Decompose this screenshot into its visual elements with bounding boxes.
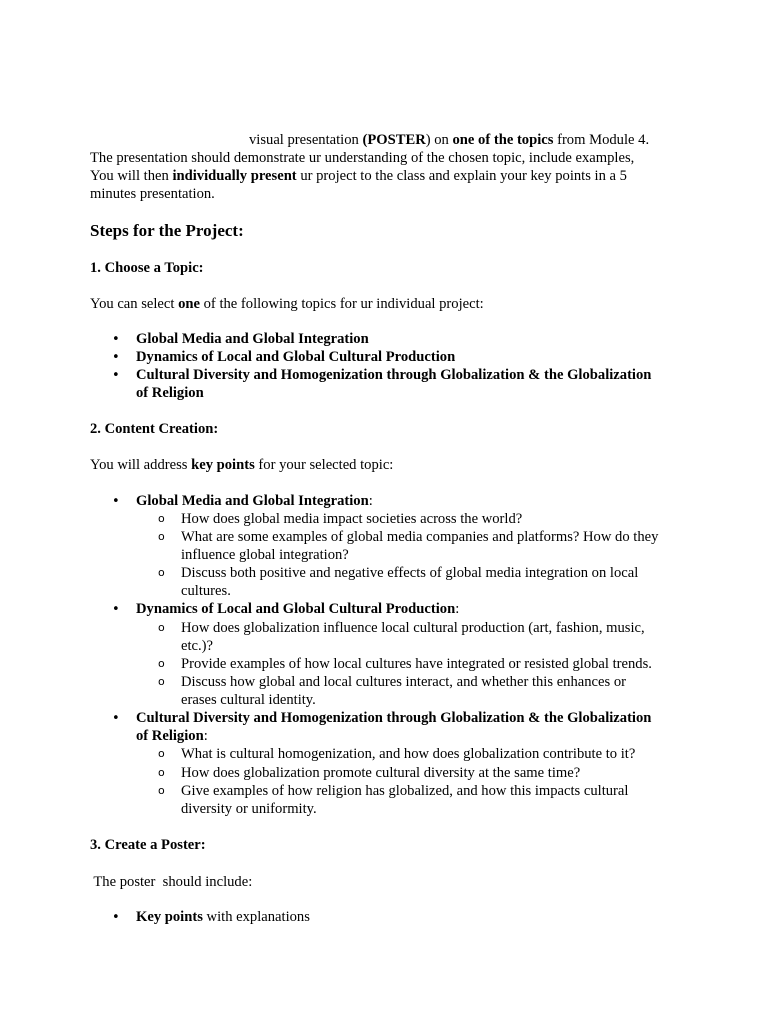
- intro-line-2: The presentation should demonstrate ur understanding of the chosen topic, include examples,: [90, 150, 635, 166]
- step3-heading: 3. Create a Poster:: [90, 837, 206, 853]
- section-title-text: Global Media and Global Integration: [136, 493, 369, 509]
- sub-point-continued: influence global integration?: [181, 547, 349, 563]
- colon: :: [368, 493, 373, 509]
- topics-emphasis: one of the topics: [452, 132, 554, 148]
- topic-item: Global Media and Global Integration: [136, 331, 369, 347]
- sub-bullet-icon: o: [158, 675, 165, 688]
- step1-heading: 1. Choose a Topic:: [90, 260, 204, 276]
- key-points-emphasis: Key points: [136, 909, 203, 925]
- sub-bullet-icon: o: [158, 512, 165, 525]
- bullet-icon: [112, 348, 122, 367]
- key-points-emphasis: key points: [191, 457, 255, 473]
- bullet-icon: [112, 366, 122, 385]
- step2-intro-text: for your selected topic:: [254, 457, 394, 473]
- topic-item: Cultural Diversity and Homogenization through Globalization & the Globalization: [136, 367, 652, 383]
- topic-item-continued: of Religion: [136, 385, 204, 401]
- one-emphasis: one: [178, 296, 200, 312]
- sub-point: What are some examples of global media companies and platforms? How do they: [181, 529, 659, 545]
- intro-text: ) on: [425, 132, 453, 148]
- intro-text: You will then: [90, 168, 173, 184]
- sub-point-continued: cultures.: [181, 583, 231, 599]
- section-title: [136, 492, 373, 510]
- sub-point-continued: diversity or uniformity.: [181, 801, 317, 817]
- step1-intro: [90, 295, 484, 313]
- section-title-text: of Religion: [136, 728, 204, 744]
- sub-bullet-icon: o: [158, 566, 165, 579]
- section-title: [136, 600, 459, 618]
- intro-text: visual presentation: [249, 132, 363, 148]
- section-title-text: Dynamics of Local and Global Cultural Production: [136, 601, 456, 617]
- step2-intro: [90, 456, 393, 474]
- sub-point: How does globalization promote cultural diversity at the same time?: [181, 765, 581, 781]
- present-emphasis: individually present: [172, 168, 297, 184]
- step2-intro-text: You will address: [90, 457, 192, 473]
- sub-point: Give examples of how religion has globalized, and how this impacts cultural: [181, 783, 629, 799]
- steps-heading: Steps for the Project:: [90, 221, 244, 240]
- step1-intro-text: You can select: [90, 296, 179, 312]
- sub-point: What is cultural homogenization, and how does globalization contribute to it?: [181, 746, 636, 762]
- intro-text: ur project to the class and explain your key points in a 5: [296, 168, 627, 184]
- sub-point-continued: erases cultural identity.: [181, 692, 316, 708]
- sub-point-continued: etc.)?: [181, 638, 213, 654]
- step3-intro: The poster should include:: [90, 874, 253, 890]
- poster-item: [136, 908, 310, 926]
- sub-bullet-icon: o: [158, 621, 165, 634]
- intro-text: from Module 4.: [553, 132, 650, 148]
- step2-heading: 2. Content Creation:: [90, 421, 219, 437]
- sub-bullet-icon: o: [158, 784, 165, 797]
- poster-item-text: with explanations: [202, 909, 310, 925]
- bullet-icon: [112, 600, 122, 619]
- sub-point: Provide examples of how local cultures have integrated or resisted global trends.: [181, 656, 652, 672]
- sub-bullet-icon: o: [158, 530, 165, 543]
- sub-point: Discuss how global and local cultures interact, and whether this enhances or: [181, 674, 626, 690]
- intro-line-3: [90, 167, 627, 185]
- topic-item: Dynamics of Local and Global Cultural Production: [136, 349, 456, 365]
- bullet-icon: [112, 908, 122, 927]
- intro-line-4: minutes presentation.: [90, 186, 215, 202]
- bullet-icon: [112, 330, 122, 349]
- step1-intro-text: of the following topics for ur individual project:: [199, 296, 484, 312]
- poster-emphasis: (POSTER: [362, 132, 426, 148]
- sub-point: How does global media impact societies across the world?: [181, 511, 523, 527]
- intro-line-1: [249, 131, 649, 149]
- bullet-icon: [112, 709, 122, 728]
- section-title-continued: [136, 727, 208, 745]
- sub-bullet-icon: o: [158, 657, 165, 670]
- sub-point: How does globalization influence local cultural production (art, fashion, music,: [181, 620, 645, 636]
- bullet-icon: [112, 492, 122, 511]
- colon: :: [455, 601, 460, 617]
- sub-bullet-icon: o: [158, 766, 165, 779]
- sub-bullet-icon: o: [158, 747, 165, 760]
- colon: :: [203, 728, 208, 744]
- section-title: Cultural Diversity and Homogenization through Globalization & the Globalization: [136, 710, 652, 726]
- sub-point: Discuss both positive and negative effects of global media integration on local: [181, 565, 639, 581]
